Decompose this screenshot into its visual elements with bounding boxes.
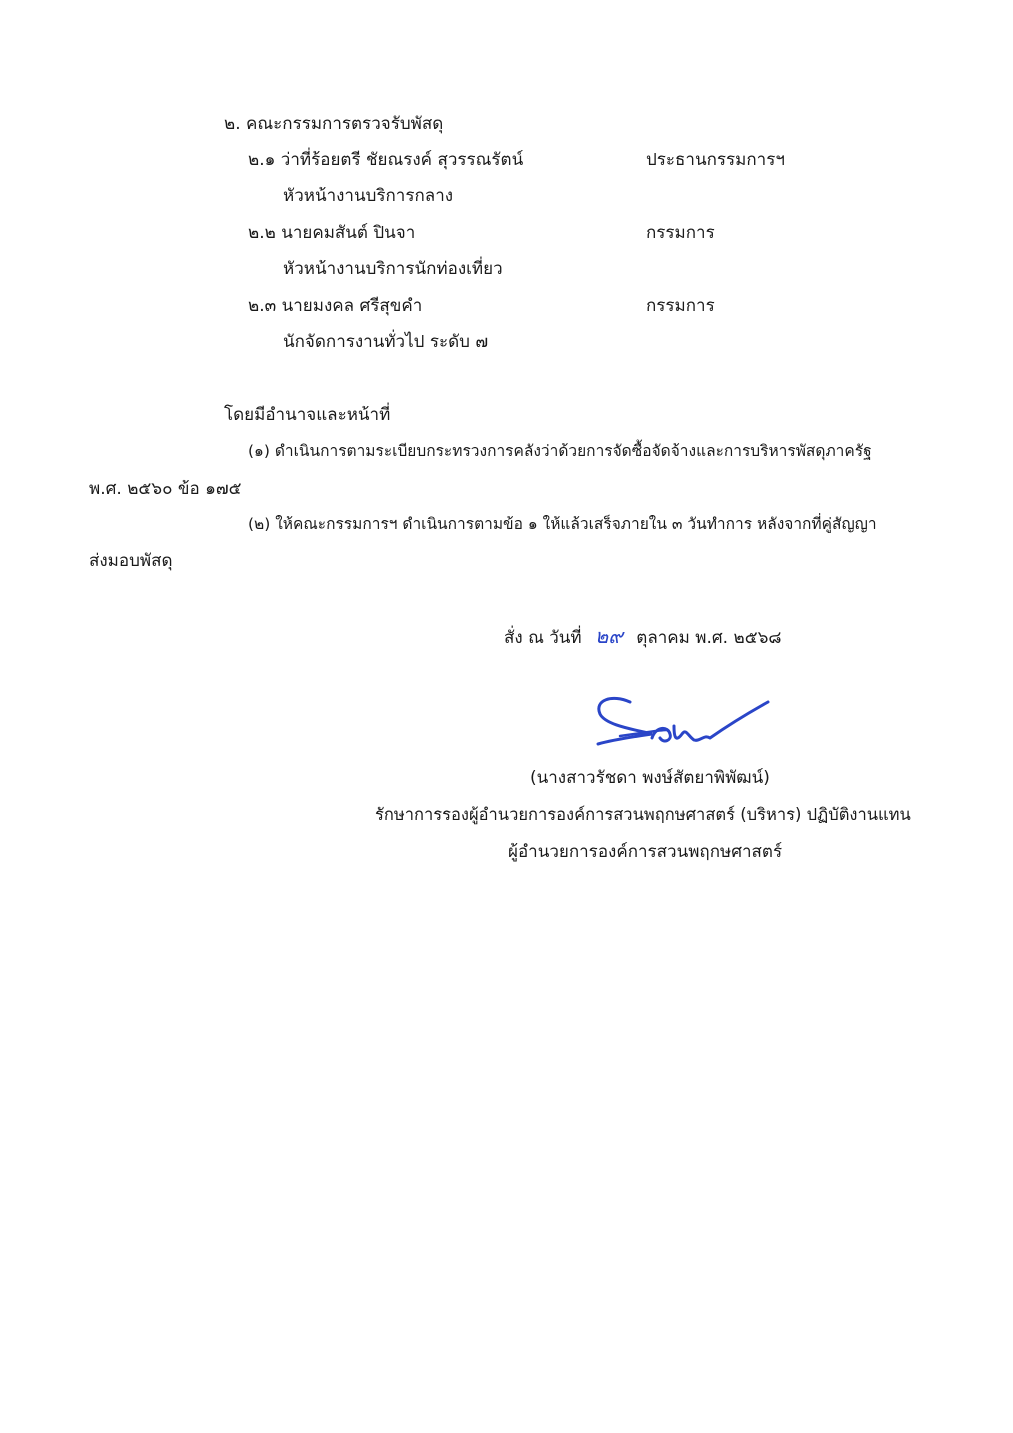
duty-item-1: (๑) ดำเนินการตามระเบียบกระทรวงการคลังว่าด้วยการจัดซื้อจัดจ้างและการบริหารพัสดุภาครัฐ [248,442,872,460]
signatory-title: รักษาการรองผู้อำนวยการองค์การสวนพฤกษศาสตร์ (บริหาร) ปฏิบัติงานแทน [375,805,911,824]
member-position: นักจัดการงานทั่วไป ระดับ ๗ [283,332,489,352]
member-position: หัวหน้างานบริการกลาง [283,186,454,206]
handwritten-signature [590,690,775,762]
duty-item-1-continued: พ.ศ. ๒๕๖๐ ข้อ ๑๗๕ [89,479,242,499]
member-role: กรรมการ [646,223,715,243]
signatory-name: (นางสาวรัชดา พงษ์สัตยาพิพัฒน์) [530,768,770,788]
order-date [504,626,781,647]
order-date-day: ๒๙ [595,624,623,648]
member-name: ๒.๑ ว่าที่ร้อยตรี ชัยณรงค์ สุวรรณรัตน์ [248,150,524,170]
duties-heading: โดยมีอำนาจและหน้าที่ [224,405,391,425]
member-role: ประธานกรรมการฯ [646,150,785,170]
committee-heading: ๒. คณะกรรมการตรวจรับพัสดุ [224,114,444,134]
duty-item-2: (๒) ให้คณะกรรมการฯ ดำเนินการตามข้อ ๑ ให้แล้วเสร็จภายใน ๓ วันทำการ หลังจากที่คู่สัญญา [248,515,877,533]
order-date-prefix: สั่ง ณ วันที่ [504,628,582,648]
order-date-month-year: ตุลาคม พ.ศ. ๒๕๖๘ [636,628,782,648]
member-role: กรรมการ [646,296,715,316]
member-position: หัวหน้างานบริการนักท่องเที่ยว [283,259,503,279]
duty-item-2-continued: ส่งมอบพัสดุ [89,551,173,571]
signatory-title-continued: ผู้อำนวยการองค์การสวนพฤกษศาสตร์ [508,842,783,862]
member-name: ๒.๒ นายคมสันต์ ปินจา [248,223,416,243]
member-name: ๒.๓ นายมงคล ศรีสุขคำ [248,296,423,316]
